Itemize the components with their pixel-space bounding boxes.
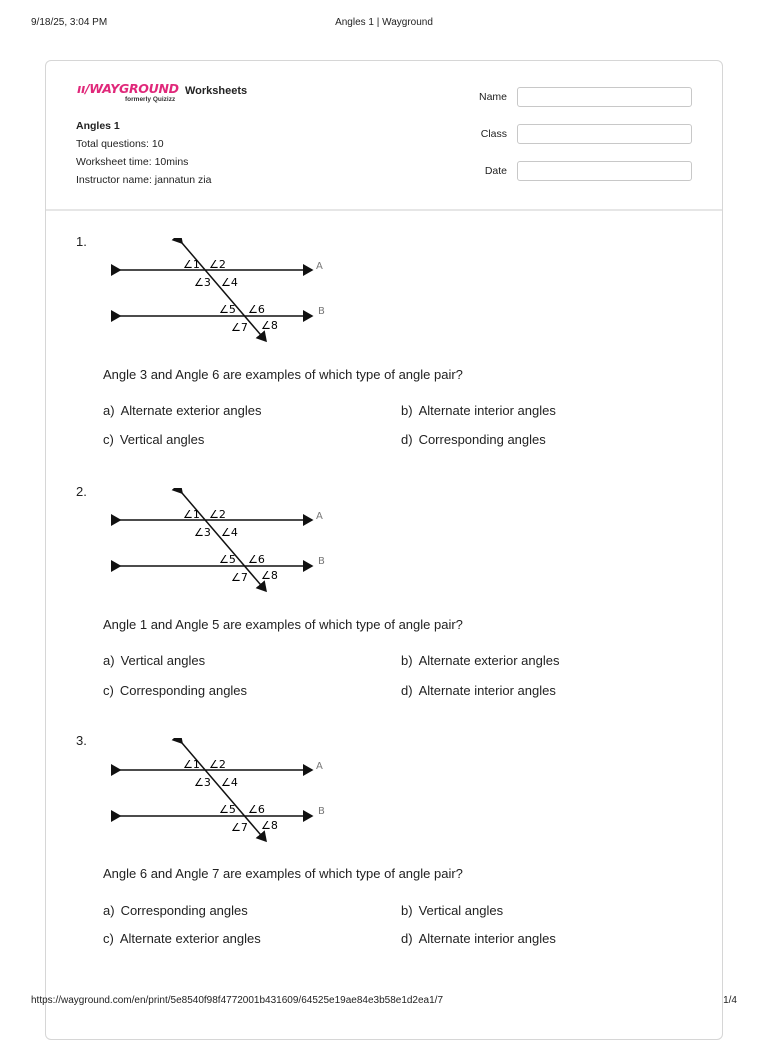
angle-3-label: ∠3 [194, 776, 211, 789]
angle-1-label: ∠1 [183, 508, 200, 521]
name-field[interactable] [517, 87, 692, 107]
logo-wordmark: ıı/WAYGROUND [77, 81, 179, 96]
angle-5-label: ∠5 [219, 553, 236, 566]
angle-2-label: ∠2 [209, 758, 226, 771]
option-d[interactable]: d) Corresponding angles [401, 432, 546, 447]
product-name: Worksheets [185, 85, 248, 97]
total-questions: Total questions: 10 [76, 138, 164, 150]
date-label: Date [484, 165, 507, 177]
print-page-number: 1/4 [723, 995, 737, 1006]
angle-6-label: ∠6 [248, 303, 265, 316]
option-c[interactable]: c) Corresponding angles [103, 683, 248, 698]
angle-4-label: ∠4 [221, 776, 238, 789]
angle-7-label: ∠7 [231, 821, 248, 834]
angle-7-label: ∠7 [231, 571, 248, 584]
worksheet-title: Angles 1 [76, 120, 120, 132]
transversal-diagram [110, 238, 334, 354]
option-d[interactable]: d) Alternate interior angles [401, 683, 556, 698]
line-a-label: A [316, 761, 323, 772]
question-text: Angle 6 and Angle 7 are examples of which type of angle pair? [103, 866, 463, 881]
option-a[interactable]: a) Vertical angles [103, 653, 206, 668]
angle-3-label: ∠3 [194, 276, 211, 289]
header-divider [46, 209, 722, 211]
angle-3-label: ∠3 [194, 526, 211, 539]
option-c[interactable]: c) Alternate exterior angles [103, 931, 261, 946]
class-label: Class [480, 128, 507, 140]
instructor-name: Instructor name: jannatun zia [76, 174, 212, 186]
line-a-label: A [316, 511, 323, 522]
angle-4-label: ∠4 [221, 276, 238, 289]
worksheet-time: Worksheet time: 10mins [76, 156, 189, 168]
print-url: https://wayground.com/en/print/5e8540f98f4772001b431609/64525e19ae84e3b58e1d2ea1/7 [31, 995, 444, 1006]
option-b[interactable]: b) Alternate interior angles [401, 403, 556, 418]
option-b[interactable]: b) Alternate exterior angles [401, 653, 560, 668]
angle-2-label: ∠2 [209, 258, 226, 271]
angle-5-label: ∠5 [219, 303, 236, 316]
angle-4-label: ∠4 [221, 526, 238, 539]
question-text: Angle 3 and Angle 6 are examples of which type of angle pair? [103, 367, 463, 382]
transversal-diagram [110, 738, 334, 854]
option-c[interactable]: c) Vertical angles [103, 432, 205, 447]
angle-6-label: ∠6 [248, 553, 265, 566]
question-number: 1. [76, 234, 87, 249]
angle-2-label: ∠2 [209, 508, 226, 521]
print-page-title: Angles 1 | Wayground [335, 17, 433, 28]
option-b[interactable]: b) Vertical angles [401, 903, 504, 918]
line-b-label: B [318, 306, 325, 317]
name-label: Name [478, 91, 507, 103]
option-a[interactable]: a) Alternate exterior angles [103, 403, 262, 418]
print-timestamp: 9/18/25, 3:04 PM [31, 17, 108, 28]
option-d[interactable]: d) Alternate interior angles [401, 931, 556, 946]
question-number: 2. [76, 484, 87, 499]
angle-1-label: ∠1 [183, 758, 200, 771]
question-text: Angle 1 and Angle 5 are examples of which type of angle pair? [103, 617, 463, 632]
wayground-logo [77, 81, 179, 111]
line-b-label: B [318, 556, 325, 567]
class-field[interactable] [517, 124, 692, 144]
angle-1-label: ∠1 [183, 258, 200, 271]
question-number: 3. [76, 733, 87, 748]
angle-8-label: ∠8 [261, 569, 278, 582]
date-field[interactable] [517, 161, 692, 181]
angle-8-label: ∠8 [261, 819, 278, 832]
angle-8-label: ∠8 [261, 319, 278, 332]
transversal-diagram [110, 488, 334, 604]
line-a-label: A [316, 261, 323, 272]
option-a[interactable]: a) Corresponding angles [103, 903, 248, 918]
angle-7-label: ∠7 [231, 321, 248, 334]
logo-subtitle: formerly Quizizz [125, 96, 176, 103]
angle-5-label: ∠5 [219, 803, 236, 816]
angle-6-label: ∠6 [248, 803, 265, 816]
line-b-label: B [318, 806, 325, 817]
